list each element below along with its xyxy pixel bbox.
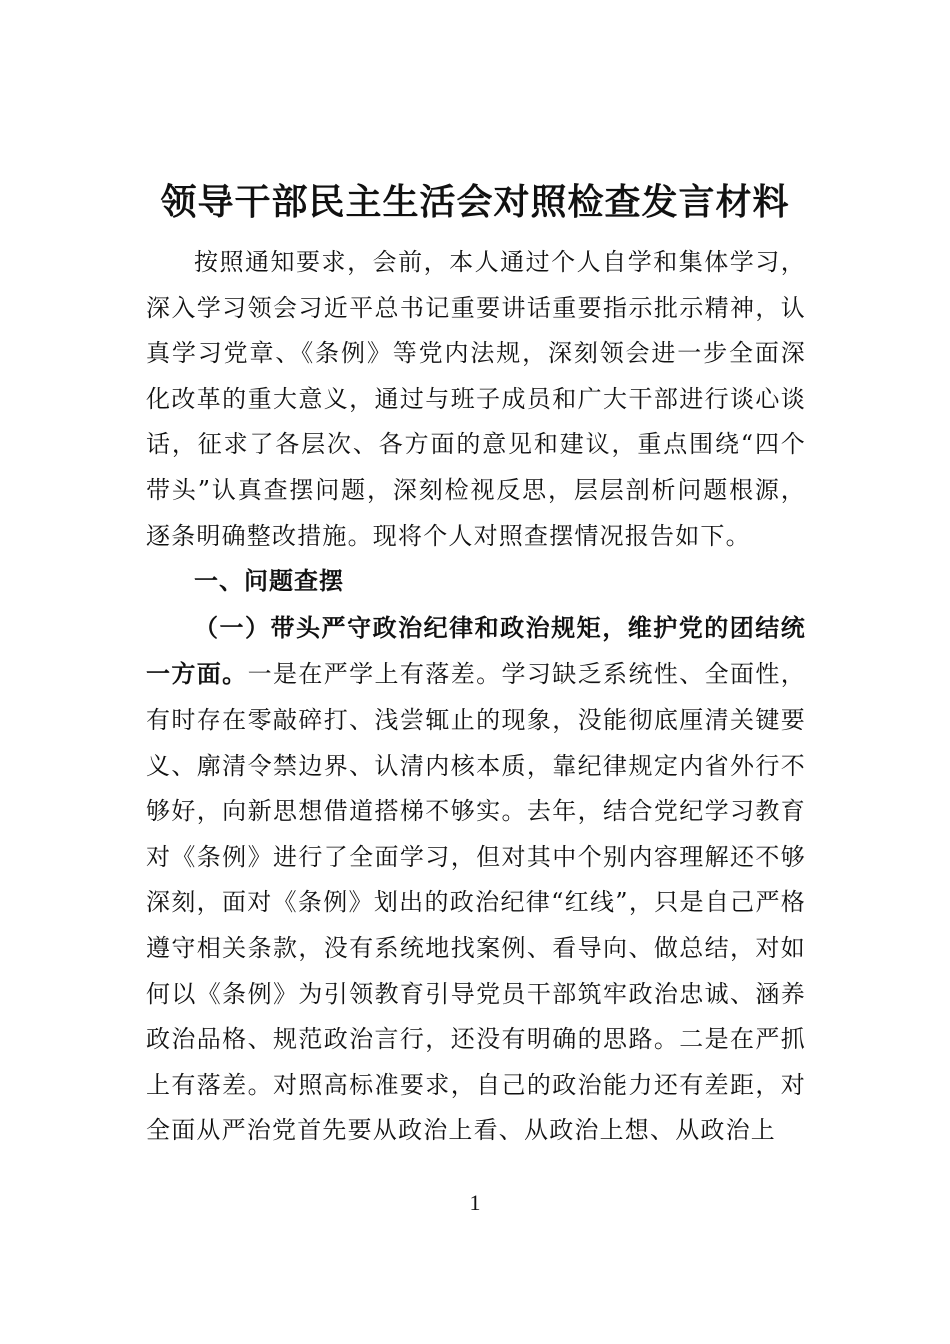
subsection-body: 一是在严学上有落差。学习缺乏系统性、全面性，有时存在零敲碎打、浅尝辄止的现象，没能彻底厘清关键要义、廓清令禁边界、认清内核本质，靠纪律规定内省外行不够好，向新思想借道搭梯不够实。去年，结合党纪学习教育对《条例》进行了全面学习，但对其中个别内容理解还不够深刻，面对《条例》划出的政治纪律“红线”，只是自己严格遵守相关条款，没有系统地找案例、看导向、做总结，对如何以《条例》为引领教育引导党员干部筑牢政治忠诚、涵养政治品格、规范政治言行，还没有明确的思路。二是在严抓上有落差。对照高标准要求，自己的政治能力还有差距，对全面从严治党首先要从政治上看、从政治上想、从政治上 [146,660,806,1145]
page-number: 1 [469,1190,481,1215]
section-heading: 一、问题查摆 [194,567,344,596]
document-body [146,240,806,1154]
subsection-heading: （一）带头严守政治纪律和政治规矩，维护党的团结统一方面。 [146,612,806,689]
subsection-paragraph [146,605,806,1154]
document-title: 领导干部民主生活会对照检查发言材料 [160,181,790,223]
intro-paragraph: 按照通知要求，会前，本人通过个人自学和集体学习，深入学习领会习近平总书记重要讲话重要指示批示精神，认真学习党章、《条例》等党内法规，深刻领会进一步全面深化改革的重大意义，通过与班子成员和广大干部进行谈心谈话，征求了各层次、各方面的意见和建议，重点围绕“四个带头”认真查摆问题，深刻检视反思，层层剖析问题根源，逐条明确整改措施。现将个人对照查摆情况报告如下。 [146,248,806,550]
